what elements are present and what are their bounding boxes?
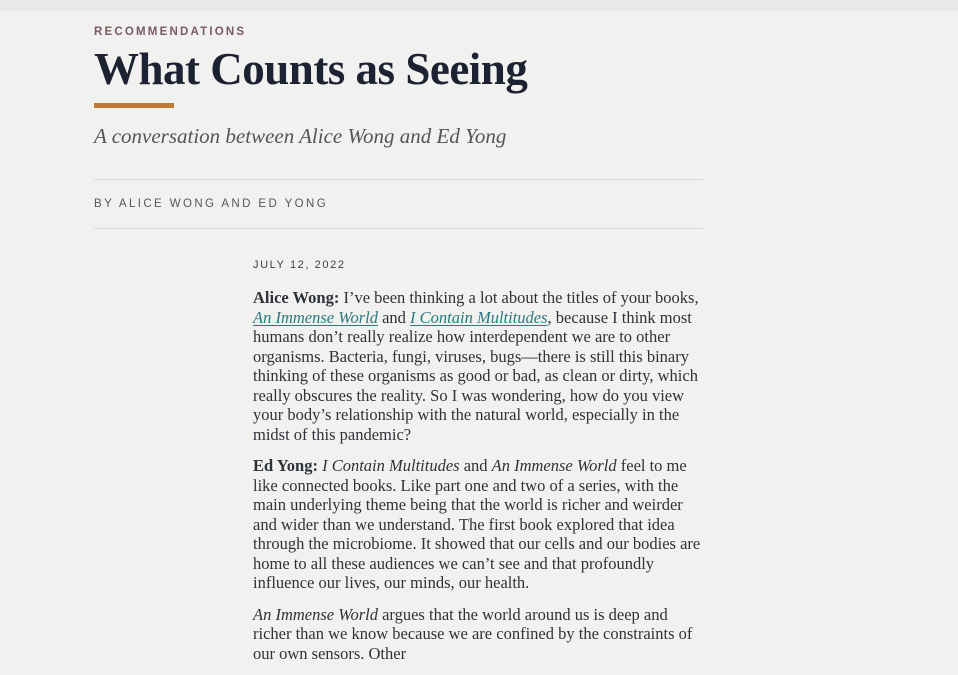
- text-segment: feel to me like connected books. Like part one and two of a series, with the main underlying theme being that the world is richer and weirder and wider than we understand. The first book explored that idea through the microbiome. It showed that our cells and our bodies are home to all these audiences we can’t see and that profoundly influence our lives, our minds, our health.: [253, 456, 701, 592]
- article-paragraph: [253, 605, 703, 664]
- book-title-link[interactable]: I Contain Multitudes: [410, 307, 548, 327]
- text-segment: and: [377, 307, 411, 327]
- text-segment: Ed Yong:: [253, 456, 318, 475]
- text-segment: An Immense World: [491, 456, 617, 475]
- article-paragraph: [253, 288, 703, 444]
- text-segment: argues that the world around us is deep and richer than we know because we are confined by the constraints of our own sensors. Other: [253, 604, 693, 663]
- text-segment: I Contain Multitudes: [322, 456, 460, 475]
- article-page: [94, 10, 703, 675]
- text-segment: An Immense World: [253, 604, 378, 624]
- title-accent-bar: [94, 103, 174, 108]
- article-body: [253, 259, 703, 663]
- top-strip: [0, 0, 958, 10]
- book-title-link[interactable]: An Immense World: [253, 307, 378, 327]
- text-segment: Alice Wong:: [253, 288, 340, 307]
- article-paragraph: [253, 456, 703, 593]
- byline: BY ALICE WONG AND ED YONG: [94, 198, 329, 210]
- publish-date: JULY 12, 2022: [253, 259, 346, 271]
- article-subtitle: A conversation between Alice Wong and Ed Yong: [94, 124, 507, 148]
- text-segment: and: [459, 456, 492, 475]
- section-eyebrow: RECOMMENDATIONS: [94, 26, 247, 38]
- text-segment: I’ve been thinking a lot about the titles of your books,: [339, 288, 699, 307]
- divider-top: [94, 179, 703, 180]
- divider-bottom: [94, 228, 703, 229]
- text-segment: , because I think most humans don’t really realize how interdependent we are to other organisms. Bacteria, fungi, viruses, bugs—there is still this binary thinking of these organisms as good or bad, as clean or dirty, which really obscures the reality. So I was wondering, how do you view your body’s relationship with the natural world, especially in the midst of this pandemic?: [253, 307, 698, 444]
- article-paragraphs: [253, 288, 703, 663]
- page-title: What Counts as Seeing: [94, 44, 528, 94]
